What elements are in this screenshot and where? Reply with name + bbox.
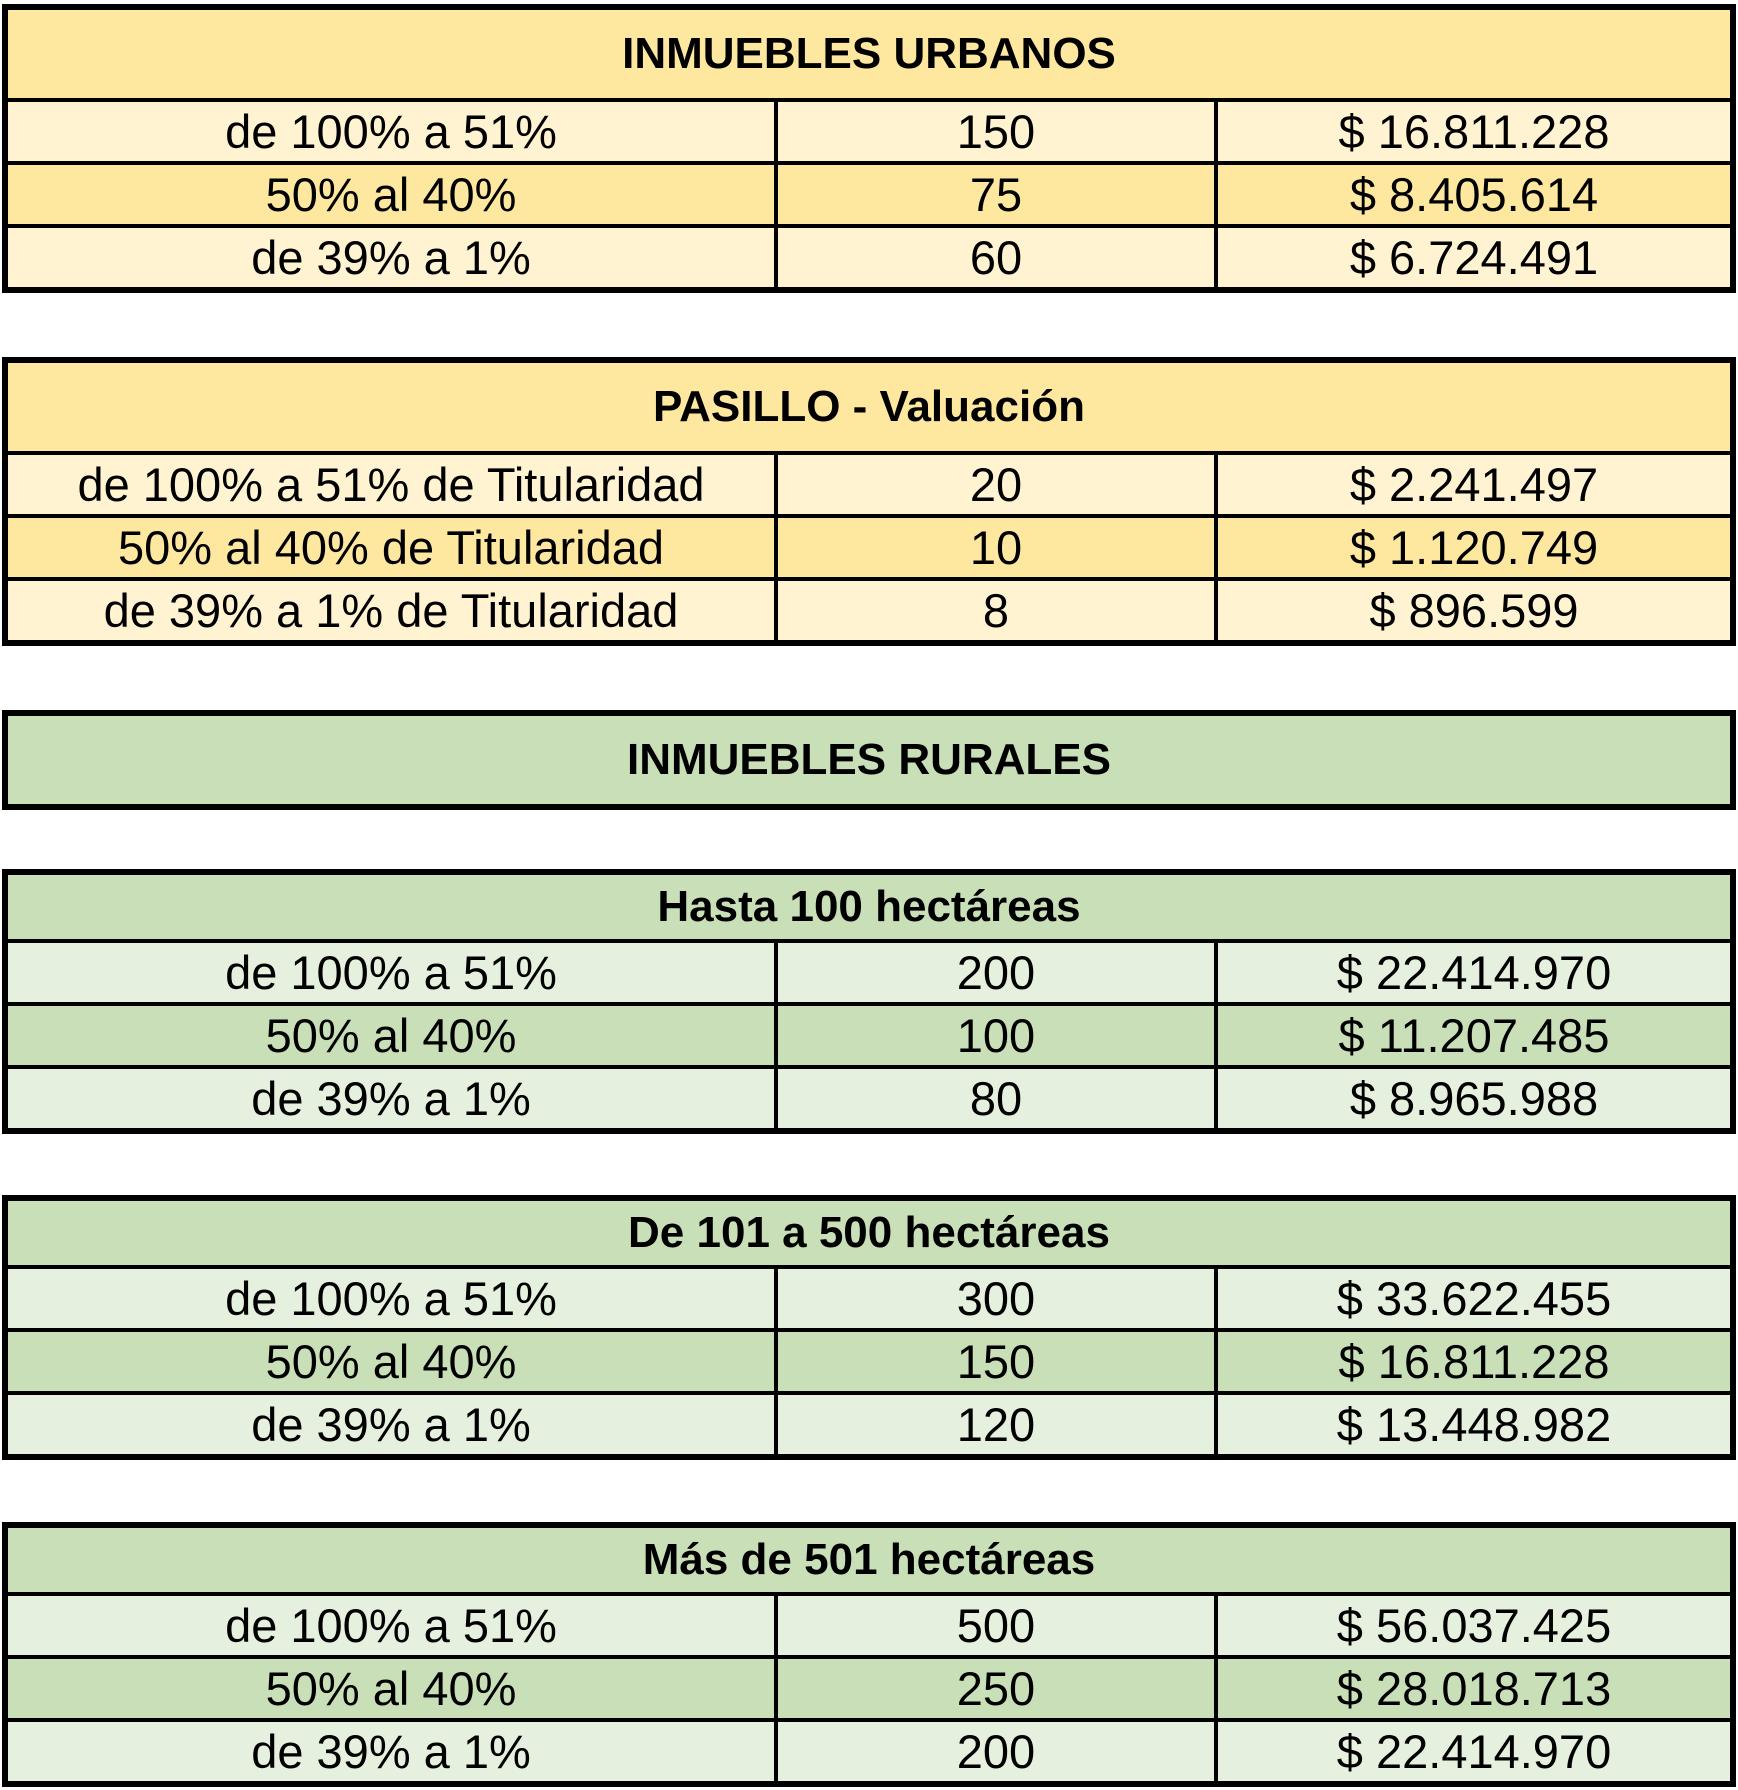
table-row	[8, 1718, 1730, 1781]
amount-cell: $ 22.414.970	[1336, 946, 1612, 999]
points-cell: 200	[778, 943, 1218, 1002]
table-row	[8, 577, 1730, 640]
table-title: De 101 a 500 hectáreas	[8, 1201, 1730, 1265]
amount-cell: $ 13.448.982	[1336, 1398, 1612, 1451]
points-cell: 80	[778, 1069, 1218, 1128]
table-row	[8, 1265, 1730, 1328]
table-row	[8, 1592, 1730, 1655]
points-cell: 150	[778, 1332, 1218, 1391]
points-cell: 75	[778, 165, 1218, 224]
range-cell: 50% al 40%	[8, 1659, 778, 1718]
amount-cell: $ 11.207.485	[1338, 1009, 1610, 1062]
range-cell: 50% al 40% de Titularidad	[8, 518, 778, 577]
range-cell: de 39% a 1%	[8, 1069, 778, 1128]
points-cell: 10	[778, 518, 1218, 577]
range-cell: de 39% a 1%	[8, 1722, 778, 1781]
amount-cell: $ 1.120.749	[1349, 521, 1599, 574]
range-cell: de 39% a 1%	[8, 228, 778, 287]
section-banner-inmuebles-rurales	[2, 710, 1736, 810]
amount-cell: $ 28.018.713	[1336, 1662, 1612, 1715]
points-cell: 20	[778, 455, 1218, 514]
points-cell: 250	[778, 1659, 1218, 1718]
table-row	[8, 1655, 1730, 1718]
amount-cell: $ 16.811.228	[1338, 105, 1610, 158]
table-inmuebles-urbanos	[2, 4, 1736, 293]
table-title: Más de 501 hectáreas	[8, 1528, 1730, 1592]
range-cell: de 100% a 51%	[8, 943, 778, 1002]
amount-cell: $ 8.965.988	[1349, 1072, 1599, 1125]
range-cell: de 39% a 1%	[8, 1395, 778, 1454]
points-cell: 200	[778, 1722, 1218, 1781]
range-cell: de 100% a 51%	[8, 1269, 778, 1328]
table-row	[8, 1391, 1730, 1454]
points-cell: 100	[778, 1006, 1218, 1065]
table-title: PASILLO - Valuación	[8, 363, 1730, 451]
points-cell: 8	[778, 581, 1218, 640]
table-row	[8, 1002, 1730, 1065]
range-cell: de 39% a 1% de Titularidad	[8, 581, 778, 640]
banner-title: INMUEBLES RURALES	[626, 735, 1112, 784]
range-cell: 50% al 40%	[8, 165, 778, 224]
amount-cell: $ 2.241.497	[1349, 458, 1599, 511]
table-title: Hasta 100 hectáreas	[8, 875, 1730, 939]
amount-cell: $ 896.599	[1369, 584, 1579, 637]
points-cell: 150	[778, 102, 1218, 161]
table-de-101-a-500-hectareas	[2, 1195, 1736, 1460]
table-title: INMUEBLES URBANOS	[8, 10, 1730, 98]
table-mas-de-501-hectareas	[2, 1522, 1736, 1787]
amount-cell: $ 16.811.228	[1338, 1335, 1610, 1388]
table-row	[8, 1328, 1730, 1391]
amount-cell: $ 6.724.491	[1349, 231, 1599, 284]
table-row	[8, 161, 1730, 224]
range-cell: de 100% a 51% de Titularidad	[8, 455, 778, 514]
range-cell: 50% al 40%	[8, 1332, 778, 1391]
table-row	[8, 514, 1730, 577]
range-cell: de 100% a 51%	[8, 1596, 778, 1655]
table-row	[8, 1065, 1730, 1128]
points-cell: 500	[778, 1596, 1218, 1655]
amount-cell: $ 8.405.614	[1349, 168, 1599, 221]
amount-cell: $ 33.622.455	[1336, 1272, 1612, 1325]
range-cell: 50% al 40%	[8, 1006, 778, 1065]
points-cell: 120	[778, 1395, 1218, 1454]
range-cell: de 100% a 51%	[8, 102, 778, 161]
amount-cell: $ 22.414.970	[1336, 1725, 1612, 1778]
table-row	[8, 939, 1730, 1002]
table-hasta-100-hectareas	[2, 869, 1736, 1134]
table-row	[8, 224, 1730, 287]
points-cell: 300	[778, 1269, 1218, 1328]
table-row	[8, 98, 1730, 161]
table-row	[8, 451, 1730, 514]
amount-cell: $ 56.037.425	[1336, 1599, 1612, 1652]
table-pasillo-valuacion	[2, 357, 1736, 646]
points-cell: 60	[778, 228, 1218, 287]
